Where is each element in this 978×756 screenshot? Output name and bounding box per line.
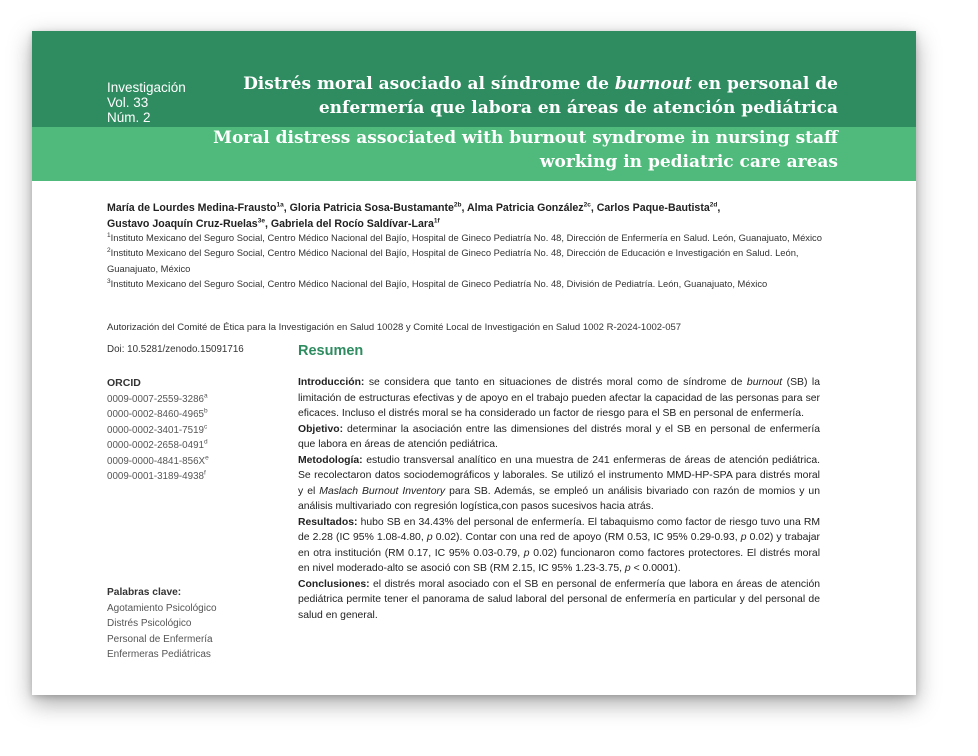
orcid-id: 0000-0002-8460-4965	[107, 409, 204, 420]
title-english: Moral distress associated with burnout syndrome in nursing staff working in pediatric care areas	[213, 128, 838, 172]
title-spanish: Distrés moral asociado al síndrome de burnout en personal de enfermería que labora en áreas de atención pediátrica	[243, 74, 838, 118]
abstract-text: Maslach Burnout Inventory	[319, 485, 446, 497]
affiliation-text: Instituto Mexicano del Seguro Social, Centro Médico Nacional del Bajío, Hospital de Gineco Pediatría No. 48, Dirección de Educación e Investigación en Salud. León, Guanajuato, México	[107, 247, 799, 274]
author-separator: ,	[717, 202, 721, 214]
author-affiliation-mark: 2d	[709, 201, 718, 209]
orcid-id: 0000-0002-3401-7519	[107, 424, 204, 436]
abstract-text: p	[740, 532, 747, 543]
orcid-author-mark: b	[203, 407, 208, 415]
orcid-block	[107, 376, 209, 485]
abstract-text: se considera que tanto en situaciones de distrés moral como de síndrome de	[364, 377, 747, 388]
orcid-author-mark: a	[203, 392, 208, 400]
author-name: Gustavo Joaquín Cruz-Ruelas	[107, 218, 258, 230]
author-name: Alma Patricia González	[467, 202, 584, 214]
keyword-item: Personal de Enfermería	[107, 633, 213, 645]
affiliation-text: Instituto Mexicano del Seguro Social, Centro Médico Nacional del Bajío, Hospital de Gineco Pediatría No. 48, Dirección de Enfermería en Salud. León, Guanajuato, México	[110, 232, 822, 243]
author-name: Carlos Paque-Bautista	[596, 202, 710, 214]
abstract-body	[298, 375, 820, 623]
abstract-text: 0.02) funcionaron como factores protectores. El distrés moral en nivel moderado-alto se asoció con SB (RM 2.15, IC 95% 1.23-3.75,	[298, 547, 820, 574]
section-label: Investigación	[107, 80, 186, 95]
author-affiliation-mark: 2c	[583, 201, 591, 209]
orcid-item[interactable]	[107, 423, 209, 439]
author-separator: ,	[264, 218, 271, 230]
orcid-id: 0009-0000-4841-856X	[107, 455, 206, 467]
keyword-item: Enfermeras Pediátricas	[107, 649, 211, 661]
author-name: María de Lourdes Medina-Frausto	[107, 202, 277, 214]
author-affiliation-mark: 2b	[453, 201, 462, 209]
article-page	[32, 31, 916, 695]
author-separator: ,	[283, 202, 290, 214]
abstract-text: el distrés moral asociado con el SB en personal de enfermería que labora en áreas de atención pediátrica permite tener el panorama de salud laboral del personal de enfermería en particular y del personal de salud en general.	[298, 578, 820, 621]
number-label: Núm. 2	[107, 110, 151, 125]
orcid-author-mark: c	[203, 423, 208, 431]
ethics-approval: Autorización del Comité de Ética para la Investigación en Salud 10028 y Comité Local de Investigación en Salud 1002 R-2024-1002-057	[107, 322, 682, 333]
author-separator: ,	[590, 202, 597, 214]
abstract-text: determinar la asociación entre las dimensiones del distrés moral y el SB en personal de enfermería que labora en áreas de atención pediátrica.	[298, 423, 820, 450]
abstract-section-label: Conclusiones:	[298, 578, 370, 590]
author-affiliation-mark: 1f	[433, 217, 440, 225]
affiliation-text: Instituto Mexicano del Seguro Social, Centro Médico Nacional del Bajío, Hospital de Gineco Pediatría No. 48, División de Pediatría. León, Guanajuato, México	[110, 277, 768, 289]
abstract-section	[298, 515, 820, 577]
keyword-item: Distrés Psicológico	[107, 618, 192, 630]
abstract-text: p	[624, 563, 631, 574]
affiliation-number: 1	[107, 231, 111, 239]
author-separator: ,	[461, 202, 468, 214]
orcid-item[interactable]	[107, 407, 209, 423]
keyword-item: Agotamiento Psicológico	[107, 602, 217, 614]
abstract-text: < 0.0001).	[630, 563, 681, 574]
abstract-text: hubo SB en 34.43% del personal de enfermería. El tabaquismo como factor de riesgo tuvo una RM de 2.28 (IC 95% 1.08-4.80,	[298, 516, 820, 543]
orcid-author-mark: f	[203, 469, 206, 477]
author-affiliation-mark: 3e	[257, 217, 265, 225]
author-affiliation-mark: 1a	[276, 201, 284, 209]
affiliation-item	[107, 230, 847, 245]
orcid-list	[107, 392, 209, 485]
orcid-author-mark: e	[205, 454, 209, 462]
affiliation-item	[107, 276, 847, 291]
abstract-section-label: Objetivo:	[298, 423, 344, 435]
orcid-heading: ORCID	[107, 377, 141, 389]
keywords-list	[107, 601, 217, 663]
abstract-text: para SB. Además, se empleó un análisis bivariado con razón de momios y un análisis multivariado con regresión logística,con pasos sucesivos hacia atrás.	[298, 485, 820, 512]
volume-label: Vol. 33	[107, 95, 149, 110]
abstract-section	[298, 453, 820, 515]
orcid-item[interactable]	[107, 469, 209, 485]
abstract-section	[298, 375, 820, 422]
abstract-text: 0.02) y trabajar en otra institución (RM 0.17, IC 95% 0.03-0.79,	[298, 532, 820, 559]
abstract-text: estudio transversal analítico en una muestra de 241 enfermeras de áreas de atención pediátrica. Se recolectaron datos sociodemográficos y laborales. Se utilizó el instrumento MMD-HP-SPA para distrés moral y el	[298, 454, 820, 497]
abstract-section	[298, 422, 820, 453]
abstract-section-label: Introducción:	[298, 377, 365, 388]
orcid-item[interactable]	[107, 454, 209, 470]
author-name: Gloria Patricia Sosa-Bustamante	[289, 202, 454, 214]
abstract-section-label: Metodología:	[298, 454, 363, 466]
keywords-block	[107, 585, 217, 663]
orcid-id: 0009-0001-3189-4938	[107, 471, 204, 482]
affiliation-item	[107, 245, 847, 276]
author-name: Gabriela del Rocío Saldívar-Lara	[270, 218, 434, 230]
abstract-text: 0.02). Contar con una red de apoyo (RM 0.53, IC 95% 0.29-0.93,	[432, 532, 741, 543]
abstract-text: p	[523, 547, 530, 559]
affiliation-number: 2	[107, 247, 111, 255]
affiliation-list	[107, 230, 847, 291]
doi-link[interactable]: Doi: 10.5281/zenodo.15091716	[107, 344, 244, 355]
abstract-section	[298, 577, 820, 624]
abstract-heading: Resumen	[298, 343, 364, 359]
abstract-text: p	[426, 532, 433, 543]
abstract-text: (SB) la limitación de estructuras efectivas y de apoyo en el trabajo pueden afectar la capacidad de las personas para ser eficaces. Incluso el distrés moral se ha considerado un factor de riesgo para el SB en personal de enfermería.	[298, 377, 820, 419]
affiliation-number: 3	[107, 277, 111, 285]
orcid-item[interactable]	[107, 438, 209, 454]
orcid-author-mark: d	[203, 438, 208, 446]
issue-meta	[107, 80, 186, 125]
orcid-id: 0009-0007-2559-3286	[107, 393, 204, 405]
abstract-section-label: Resultados:	[298, 516, 358, 528]
orcid-id: 0000-0002-2658-0491	[107, 440, 204, 451]
abstract-text: burnout	[746, 377, 783, 388]
author-list	[107, 200, 847, 232]
orcid-item[interactable]	[107, 392, 209, 408]
keywords-heading: Palabras clave:	[107, 587, 182, 598]
